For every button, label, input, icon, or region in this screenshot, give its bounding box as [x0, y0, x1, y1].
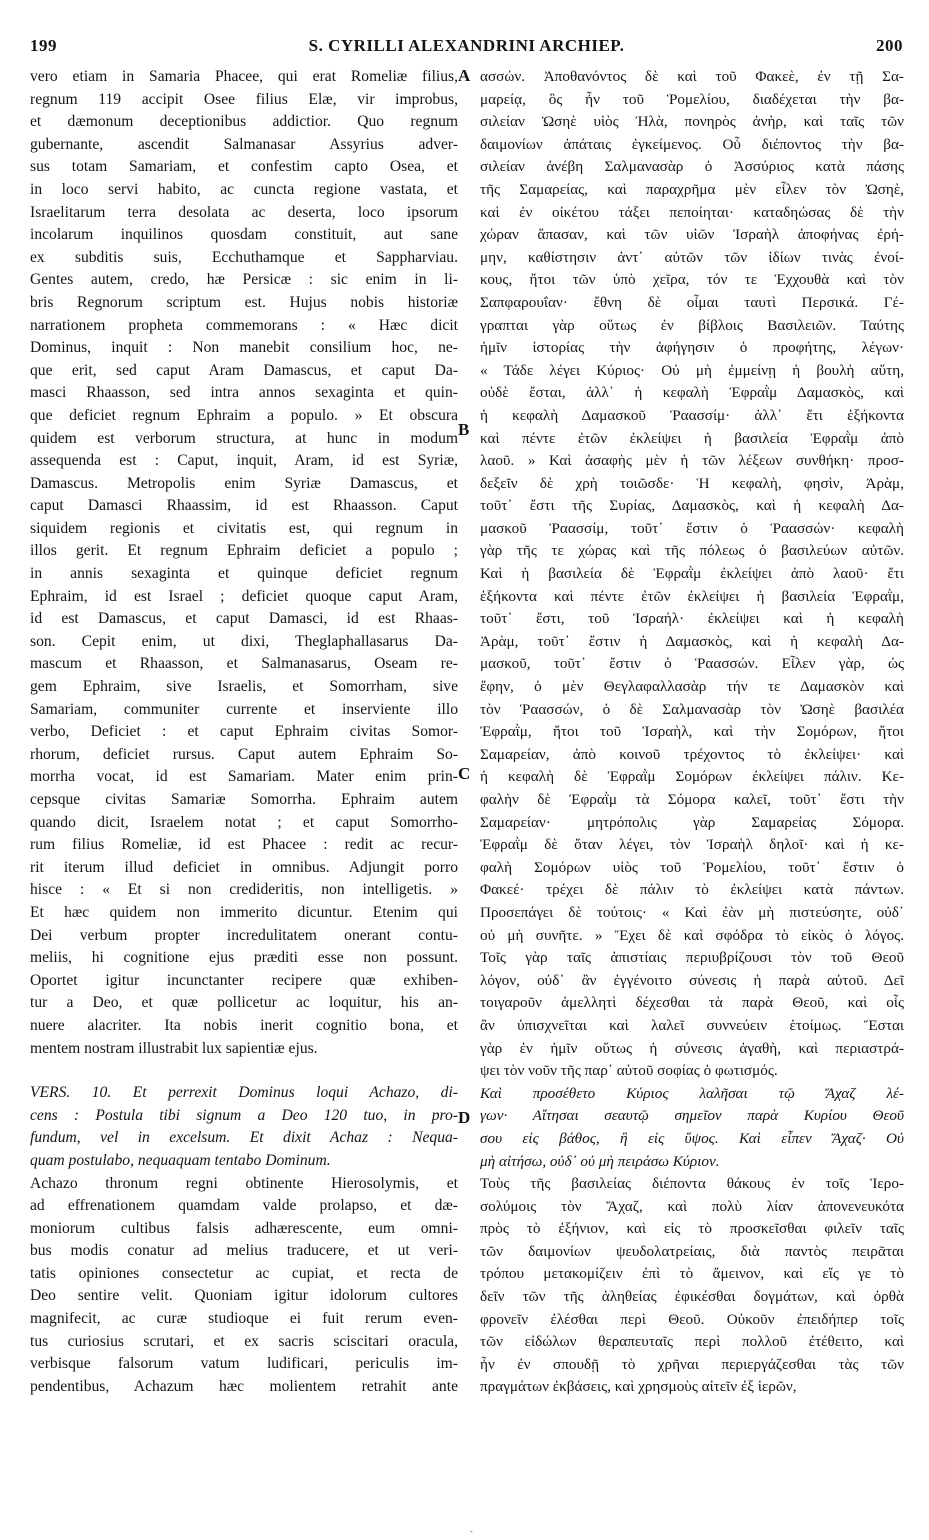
text-line: morrha vocat, id est Samariam. Mater enim prin-: [30, 768, 458, 786]
text-line: Ephraim, id est Israel ; deficiet quoque caput Aram,: [30, 587, 458, 605]
text-line: pendentibus, Achazum hæc molientem retrahit ante: [30, 1377, 458, 1395]
text-line: son. Cepit enim, ut dixi, Theglaphallasarus Da-: [30, 632, 458, 650]
text-line: cens : Postula tibi signum a Deo 120 tuo, in pro-: [30, 1106, 458, 1124]
text-line: cepsque civitas Samariæ Somorrha. Ephraim autem: [30, 791, 458, 808]
text-line: vero etiam in Samaria Phacee, qui erat Romeliæ filius,: [30, 68, 458, 85]
text-line: tatis opiniones consectetur ac cupiat, et recta de: [30, 1264, 458, 1282]
text-line: que deficiet regnum Ephraim a populo. » Et obscura: [30, 406, 458, 424]
text-line: Israelitarum terra desolata ac deserta, loco ipsorum: [30, 203, 458, 221]
text-line: ασσών. Ἀποθανόντος δὲ καὶ τοῦ Φακεὲ, ἐν τῇ Σα-: [480, 68, 904, 85]
text-line: assequenda est : Caput, inquit, Aram, id est Syriæ,: [30, 452, 458, 470]
text-line: gubernante, ascendit Salmanasar Assyrius adver-: [30, 135, 458, 153]
page-number-right: 200: [876, 36, 903, 55]
text-line: τῶν εἰδώλων θεραπευταῖς περὶ πολλοῦ ἐτέθειτο, καὶ: [480, 1333, 904, 1351]
running-title: S. CYRILLI ALEXANDRINI ARCHIEP.: [308, 36, 625, 55]
text-line: σου εἰς βάθος, ἢ εἰς ὕψος. Καὶ εἶπεν Ἄχαζ· Οὐ: [480, 1129, 904, 1147]
text-line: ψει τὸν νοῦν τῆς παρ᾽ αὐτοῦ σοφίας ὁ φωτισμός.: [480, 1062, 778, 1080]
text-line: caput Damasci Rhaassim, id est Rhaasson. Caput: [30, 497, 458, 515]
text-line: ἦν ἐν σπουδῇ τὸ χρῆναι περιεργάζεσθαι τὰς τῶν: [480, 1355, 904, 1373]
text-line: Τοῖς γὰρ ταῖς ἀπιστίαις περιυβρίζουσι τὸν τοῦ Θεοῦ: [480, 949, 904, 967]
stray-mark: -: [470, 1527, 473, 1536]
text-line: δαιμονίων ἀπάταις ἐγκείμενος. Οὗ διέποντος τὴν βα-: [480, 135, 904, 153]
page-number-left: 199: [30, 36, 57, 55]
text-line: rhorum, deficiet rursus. Caput autem Ephraim So-: [30, 745, 458, 763]
text-line: σιλείαν Ὠσηὲ υἱὸς Ἠλὰ, πονηρὸς ἀνὴρ, καὶ ταῖς τῶν: [480, 113, 904, 131]
text-line: γων· Αἴτησαι σεαυτῷ σημεῖον παρὰ Κυρίου Θεοῦ: [480, 1107, 904, 1125]
text-line: Σαμαρείαν, ἀπὸ κοινοῦ τρέχοντος τὸ ἐκλείψει· καὶ: [480, 745, 904, 763]
margin-marker-c: C: [458, 764, 471, 783]
text-line: μὴ αἰτήσω, οὐδ᾽ οὐ μὴ πειράσω Κύριον.: [480, 1152, 720, 1170]
text-line: δεῖν τῶν τῆς ἀληθείας ἐφικέσθαι δογμάτων, καὶ ὀρθὰ: [480, 1288, 904, 1306]
text-line: ἔφην, ὁ μὲν Θεγλαφαλλασὰρ τήν τε Δαμασκὸν καὶ: [480, 678, 904, 696]
text-line: siquidem regionis et civitatis est, qui regnum in: [30, 519, 458, 537]
text-line: tur a Deo, et quæ pollicetur ac loquitur, his an-: [30, 994, 458, 1012]
text-line: μαρείᾳ, ὃς ἦν τοῦ Ῥομελίου, διαδέχεται τὴν βα-: [480, 90, 904, 108]
margin-marker-b: B: [458, 420, 470, 439]
text-line: bus modis conatur ad melius traducere, et ut veri-: [30, 1242, 458, 1260]
text-line: ἂν ὑπισχνεῖται καὶ λαλεῖ συννεύειν ἑτοίμως. Ἔσται: [480, 1016, 904, 1034]
text-line: quam postulabo, nequaquam tentabo Dominum.: [30, 1151, 331, 1169]
text-line: ex subditis suis, Ecchuthamque et Sappharviau.: [30, 248, 458, 266]
text-line: moniorum cultibus falsis adhærescente, eum omni-: [30, 1219, 458, 1237]
text-line: id est Damascus, et caput Damasci, id est Rhaas-: [30, 610, 458, 628]
text-line: incolarum inquilinos quosdam constituit, aut sane: [30, 226, 458, 244]
text-line: VERS. 10. Et perrexit Dominus loqui Achazo, di-: [30, 1084, 458, 1102]
text-line: gem Ephraim, sive Israelis, et Somorrham, sive: [30, 678, 458, 696]
text-line: quidem est verborum structura, at hunc in modum: [30, 429, 458, 447]
text-line: τοῦτ᾽ ἔστι, τοῦ Ἰσραήλ· ἐκλείψει καὶ ἡ κεφαλὴ: [480, 610, 904, 628]
text-line: ἡμῖν ἱστορίας τὴν ἀφήγησιν ὁ προφήτης, λέγων·: [480, 339, 904, 357]
text-line: Damascus. Metropolis enim Syriæ Damascus, et: [30, 474, 458, 492]
text-line: verbisque falsorum vatum ludificari, periculis im-: [30, 1355, 458, 1373]
text-line: μασκοῦ Ῥαασσίμ, τοῦτ᾽ ἔστιν ὁ Ῥαασσών· κεφαλὴ: [480, 519, 904, 537]
text-line: quando dicit, Israelem notat ; et caput Somorrho-: [30, 813, 458, 831]
text-line: σολύμοις τὸν Ἄχαζ, καὶ πολὺ λίαν ἀπονενευκότα: [480, 1197, 904, 1215]
text-line: verbo, Deficiet : et caput Ephraim civitas Somor-: [30, 723, 458, 741]
text-line: bris Regnorum scriptum est. Hujus nobis historiæ: [30, 293, 458, 311]
text-line: φαλὴ Σομόρων υἱὸς τοῦ Ῥομελίου, τοῦτ᾽ ἔστιν ὁ: [480, 858, 904, 876]
text-line: Καὶ ἡ βασιλεία δὲ Ἐφραῒμ ἐκλείψει ἀπὸ λαοῦ· ἔτι: [480, 565, 904, 583]
text-line: Φακεέ· τρέχει δὲ πάλιν τὸ ἐκλείψει κατὰ πάντων.: [480, 881, 904, 899]
text-line: Ἐφραῒμ, ἤτοι τοῦ Ἰσραὴλ, καὶ τὴν Σομόρων, ἤτοι: [480, 723, 904, 741]
text-line: sus totam Samariam, et confestim capto Osea, et: [30, 158, 458, 176]
text-line: τῶν δαιμονίων ψευδολατρείαις, διὰ παντὸς πειρᾶται: [480, 1242, 904, 1260]
text-line: Σαμαρείαν· μητρόπολις γὰρ Σαμαρείας Σόμορα.: [480, 813, 904, 831]
text-line: τρόπου μετακομίζειν ἐπὶ τὸ ἄμεινον, καὶ εἴς γε τὸ: [480, 1265, 904, 1283]
margin-marker-d: D: [458, 1108, 471, 1127]
text-line: meliis, hi cognitione ejus præditi esse non possunt.: [30, 949, 458, 967]
text-line: δεξεῖν δὲ χρὴ τοιῶσδε· Ἡ κεφαλὴ, φησὶν, Ἀρὰμ,: [480, 474, 904, 492]
text-line: in loco servi habito, ac cuncta regione vastata, et: [30, 180, 458, 198]
text-line: φαλὴν δὲ Ἐφραῒμ τὰ Σόμορα καλεῖ, τοῦτ᾽ ἔστι τὴν: [480, 791, 904, 808]
text-line: fundum, vel in excelsum. Et dixit Achaz : Nequa-: [30, 1129, 458, 1147]
text-line: λαοῦ. » Καὶ ἀσαφὴς μὲν ἡ τῶν λέξεων συνθήκη· προσ-: [480, 452, 904, 470]
text-line: narrationem propheta commemorans : « Hæc dicit: [30, 316, 458, 334]
text-line: Τοὺς τῆς βασιλείας διέποντα θάκους ἐν τοῖς Ἱερο-: [480, 1175, 904, 1193]
text-line: σιλείαν ἀνέβη Σαλμανασὰρ ὁ Ἀσσύριος κατὰ πάσης: [480, 158, 904, 176]
text-line: rum filius Romeliæ, id est Phacee : redit ac recur-: [30, 836, 458, 854]
text-line: ἡ κεφαλὴ Δαμασκοῦ Ῥαασσίμ· ἀλλ᾽ ἔτι ἑξήκοντα: [480, 406, 904, 424]
text-line: Gentes autem, credo, hæ Persicæ : sic enim in li-: [30, 271, 458, 289]
text-line: τὸν Ῥαασσών, ὁ δὲ Σαλμανασὰρ τὸν Ὠσηὲ βασιλέα: [480, 700, 904, 718]
text-line: Ἐφραῒμ δὲ ὅταν λέγει, τὸν Ἰσραὴλ δηλοῖ· καὶ ἡ κε-: [480, 836, 904, 854]
text-line: Dei verbum propter incredulitatem onerant contu-: [30, 926, 458, 944]
text-line: μην, καθίστησιν ἀντ᾽ αὐτῶν τῶν ἰδίων τινὰς ἐνοί-: [480, 248, 904, 266]
text-line: « Τάδε λέγει Κύριος· Οὐ μὴ ἐμμείνῃ ἡ βουλὴ αὕτη,: [480, 361, 904, 379]
text-line: τοιγαροῦν ἀμελλητὶ δέχεσθαι τὰ παρὰ Θεοῦ, καὶ οἷς: [480, 994, 904, 1012]
text-line: Dominus, inquit : Non manebit consilium hoc, ne-: [30, 339, 458, 357]
text-line: Σαπφαρουΐαν· ἔθνη δὲ οἶμαι ταυτὶ Περσικά. Γέ-: [480, 293, 904, 311]
text-line: Et hæc quidem non immerito dicuntur. Etenim qui: [30, 903, 458, 921]
text-line: regnum 119 accipit Osee filius Elæ, vir improbus,: [30, 90, 458, 108]
text-line: nuere alacriter. Ita nobis inerit cognitio bona, et: [30, 1016, 458, 1034]
text-line: in annis sexaginta et quinque deficiet regnum: [30, 565, 458, 583]
text-line: πρὸς τὸ ἐξήνιον, καὶ εἰς τὸ προσκεῖσθαι φιλεῖν ταῖς: [480, 1220, 904, 1238]
greek-column: [480, 66, 904, 1399]
text-line: et dæmonum deceptionibus addictior. Quo regnum: [30, 113, 458, 131]
text-line: χώραν ἅπασαν, καὶ τῶν υἱῶν Ἰσραὴλ ἀποφήνας ἐρή-: [480, 226, 904, 244]
paragraph-gap: [30, 1060, 458, 1082]
text-line: γὰρ ἐν ἡμῖν οὕτως ἡ σύνεσις ἀγαθὴ, καὶ περιαστρά-: [480, 1039, 904, 1057]
margin-marker-a: A: [458, 66, 471, 85]
text-line: τοῦτ᾽ ἔστι τῆς Συρίας, Δαμασκὸς, καὶ ἡ κεφαλὴ Δα-: [480, 497, 904, 515]
text-line: Deo sentire velit. Quoniam igitur idolorum cultores: [30, 1287, 458, 1305]
text-line: ad effrenationem quamdam valde prolapso, et dæ-: [30, 1197, 458, 1215]
text-line: γὰρ τῆς τε χώρας καὶ τῆς πόλεως ὁ βασιλεύων αὐτῶν.: [480, 542, 904, 560]
text-line: οὐδὲ ἔσται, ἀλλ᾽ ἡ κεφαλὴ Ἐφραῒμ Δαμασκὸς, καὶ: [480, 384, 904, 402]
text-line: magnifecit, ac curæ studioque ei fuit rerum even-: [30, 1310, 458, 1328]
text-line: κους, ἤτοι τῶν ὑπὸ χεῖρα, τόν τε Ἐχχουθὰ καὶ τὸν: [480, 271, 904, 289]
text-line: Ἀρὰμ, τοῦτ᾽ ἔστιν ἡ Δαμασκὸς, καὶ ἡ κεφαλὴ Δα-: [480, 632, 904, 650]
text-line: λόγον, οὐδ᾽ ἂν ἐγγένοιτο σύνεσις ἡ παρὰ αὐτοῦ. Δεῖ: [480, 971, 904, 989]
text-line: tus curiosius scrutari, et ex sacris sciscitari oracula,: [30, 1332, 458, 1350]
text-line: mentem nostram illustrabit lux sapientiæ ejus.: [30, 1039, 318, 1057]
latin-column: [30, 66, 458, 1398]
page-header: [30, 36, 903, 60]
text-line: masci Rhaasson, sed intra annos sexaginta et quin-: [30, 384, 458, 402]
text-line: illos gerit. Et regnum Ephraim deficiet a populo ;: [30, 542, 458, 560]
text-line: γραπται γὰρ οὕτως ἐν βίβλοις Βασιλειῶν. Ταύτης: [480, 316, 904, 334]
text-line: οὐ μὴ συνῆτε. » Ἔχει δὲ καὶ σφόδρα τὸ εἰκὸς ὁ λόγος.: [480, 926, 904, 944]
text-line: φρονεῖν ἐλέσθαι περὶ Θεοῦ. Οὐκοῦν ἐπειδήπερ τοῖς: [480, 1310, 904, 1328]
text-line: ἡ κεφαλὴ δὲ Ἐφραῒμ Σομόρων ἐκλείψει πάλιν. Κε-: [480, 768, 904, 786]
text-line: Προσεπάγει δὲ τούτοις· « Καὶ ἐὰν μὴ πιστεύσητε, οὐδ᾽: [480, 903, 904, 921]
text-line: rit iterum illud deficiet in omnibus. Adjungit porro: [30, 858, 458, 876]
text-line: Καὶ προσέθετο Κύριος λαλῆσαι τῷ Ἄχαζ λέ-: [480, 1084, 904, 1102]
text-line: Samariam, communiter currente et inserviente illo: [30, 700, 458, 718]
text-line: καὶ πέντε ἐτῶν ἐκλείψει ἡ βασιλεία Ἐφραῒμ ἀπὸ: [480, 429, 904, 447]
text-line: καὶ ἐν οἰκέτου τάξει πεποίηται· καταδηώσας δὲ τὴν: [480, 203, 904, 221]
text-line: Oportet igitur incunctanter recipere quæ exhiben-: [30, 971, 458, 989]
text-line: mascum et Rhaasson, et Salmanasarus, Oseam re-: [30, 655, 458, 673]
text-line: hisce : « Et si non credideritis, non intelligetis. »: [30, 881, 458, 899]
text-line: μασκοῦ, τοῦτ᾽ ἔστιν ὁ Ῥαασσών. Εἷλεν γὰρ, ὡς: [480, 655, 904, 673]
text-line: ἑξήκοντα καὶ πέντε ἐτῶν ἐκλείψει ἡ βασιλεία Ἐφραῒμ,: [480, 587, 904, 605]
text-line: τῆς Σαμαρείας, καὶ παραχρῆμα μὲν εἷλεν τὸν Ὠσηὲ,: [480, 180, 904, 198]
text-line: Achazo thronum regni obtinente Hierosolymis, et: [30, 1174, 458, 1192]
text-line: πραγμάτων ἐκβάσεις, καὶ χρησμοὺς αἰτεῖν ἐξ ἱερῶν,: [480, 1378, 797, 1396]
text-line: que erit, sed caput Aram Damascus, et caput Da-: [30, 361, 458, 379]
